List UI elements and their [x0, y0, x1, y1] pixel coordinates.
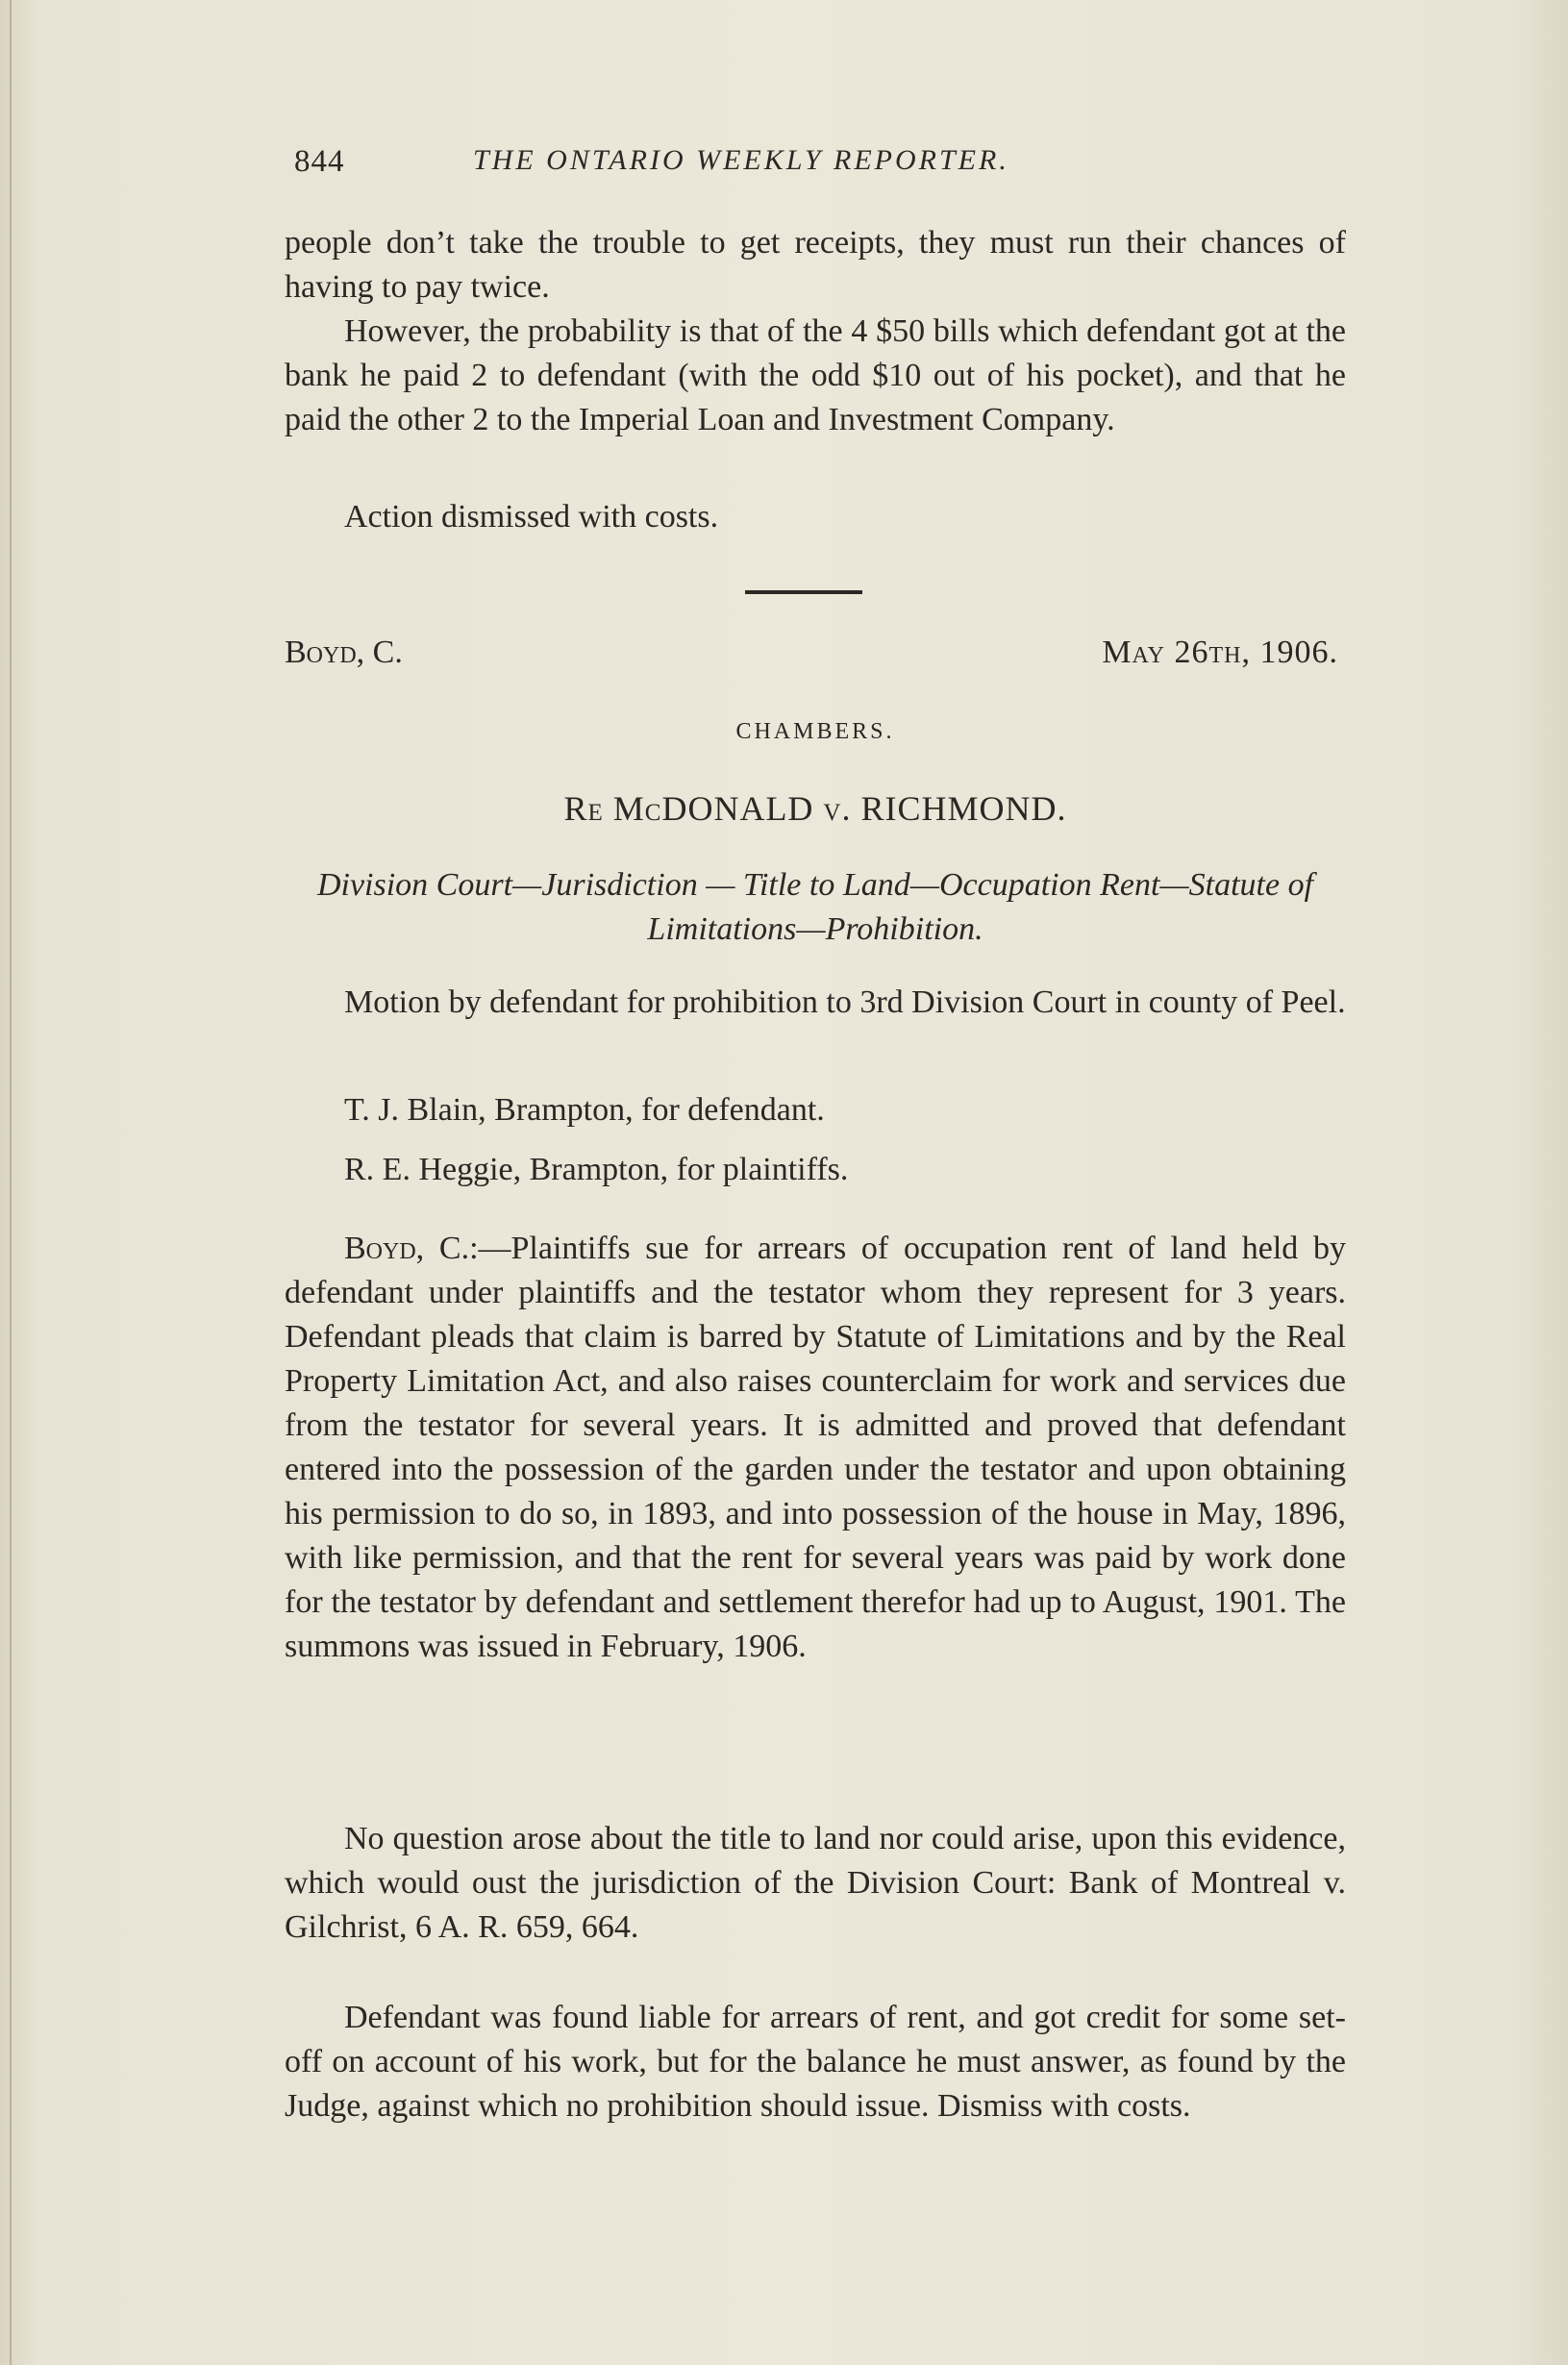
- judgment-text-1: :—Plaintiffs sue for arrears of occupation rent of land held by defendant under plaintiffs and the testator whom they represent for 3 years. Defendant pleads that claim is barred by Statute of Limitations and by the Real Property Limitation Act, and also raises counterclaim for work and services due from the testator for several years. It is admitted and proved that defendant entered into the possession of the garden under the testator and upon obtaining his permission to do so, in 1893, and into possession of the house in May, 1896, with like permission, and that the rent for several years was paid by work done for the testator by defendant and settlement therefor had up to August, 1901. The summons was issued in February, 1906.: [285, 1231, 1346, 1664]
- running-header: [285, 144, 1338, 192]
- counsel-plaintiffs: R. E. Heggie, Brampton, for plaintiffs.: [344, 1152, 849, 1187]
- headnote: Division Court—Jurisdiction — Title to Land—Occupation Rent—Statute of Limitations—Prohibition.: [316, 867, 1314, 947]
- judgment-paragraph-2: No question arose about the title to land nor could arise, upon this evidence, which would oust the jurisdiction of the Division Court: Bank of Montreal v. Gilchrist, 6 A. R. 659, 664.: [285, 1821, 1346, 1945]
- court-label: CHAMBERS.: [735, 719, 895, 744]
- counsel-defendant: T. J. Blain, Brampton, for defendant.: [344, 1092, 825, 1128]
- running-title: THE ONTARIO WEEKLY REPORTER.: [473, 144, 1009, 176]
- section-divider: [745, 590, 862, 594]
- judge-name: Boyd, C.: [285, 635, 403, 670]
- judgment-paragraph-1: [285, 1227, 1346, 1669]
- judgment-paragraph-3: Defendant was found liable for arrears of rent, and got credit for some set-off on account of his work, but for the balance he must answer, as found by the Judge, against which no prohibition should issue. Dismiss with costs.: [285, 2000, 1346, 2124]
- page-number: 844: [294, 144, 345, 179]
- binding-edge: [10, 0, 12, 2365]
- judgment-judge-name: Boyd, C.: [344, 1231, 470, 1266]
- paragraph-probability: However, the probability is that of the 4 $50 bills which defendant got at the bank he paid 2 to defendant (with the odd $10 out of his pocket), and that he paid the other 2 to the Imperial Loan and Investment Company.: [285, 313, 1346, 437]
- decision-date: May 26th, 1906.: [1102, 635, 1338, 670]
- paragraph-disposition: Action dismissed with costs.: [344, 499, 719, 535]
- case-title: Re McDONALD v. RICHMOND.: [563, 789, 1067, 828]
- paragraph-continued: people don’t take the trouble to get receipts, they must run their chances of having to pay twice.: [285, 225, 1346, 305]
- motion-paragraph: Motion by defendant for prohibition to 3rd Division Court in county of Peel.: [344, 984, 1346, 1020]
